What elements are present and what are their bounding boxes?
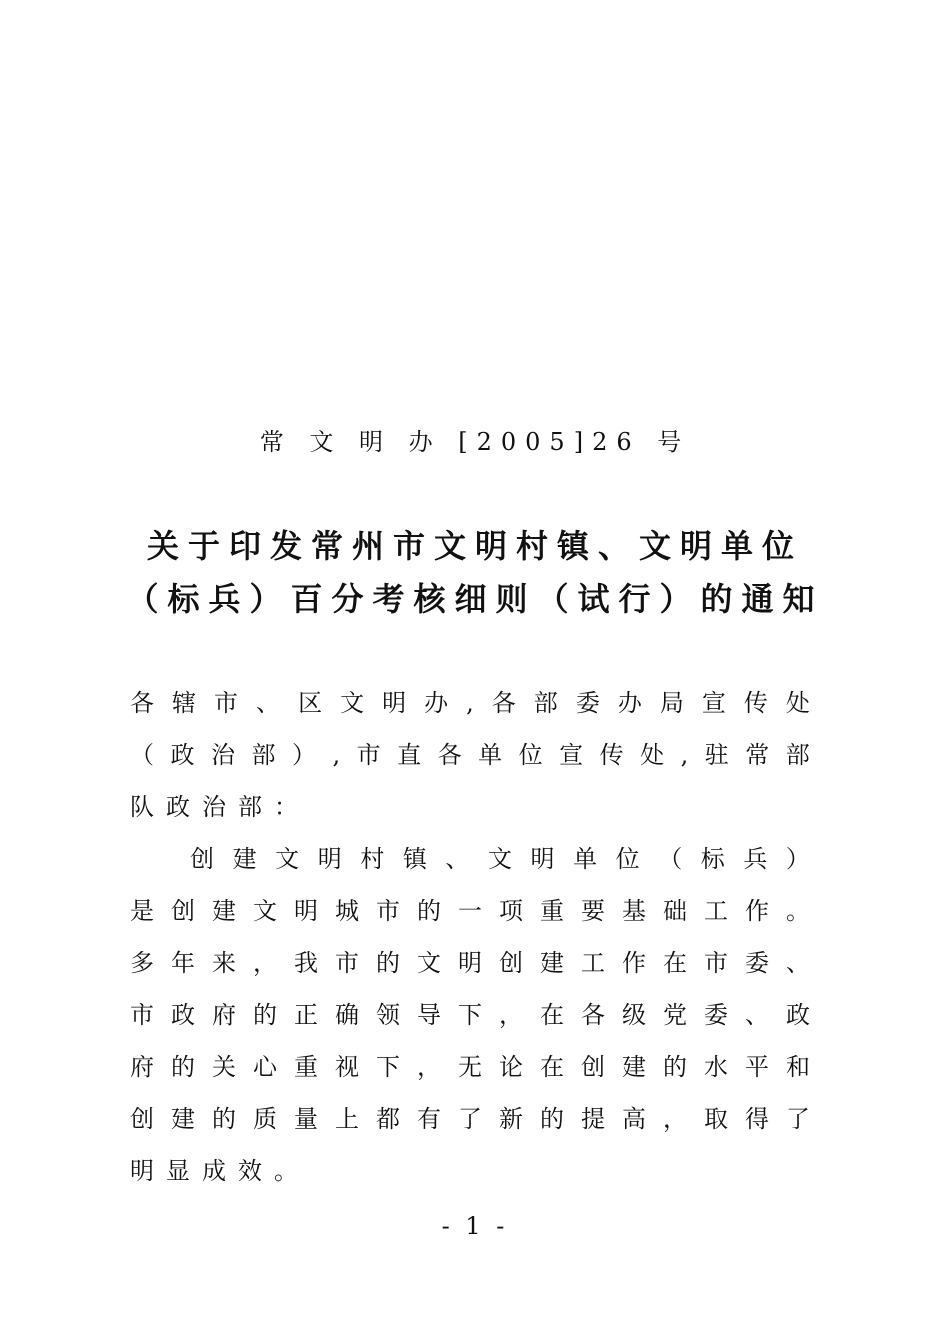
- text-char: 关: [212, 1053, 236, 1081]
- text-char: 委: [745, 949, 769, 977]
- text-char: 镇: [402, 845, 427, 873]
- text-char: 市: [214, 689, 239, 717]
- text-char: 是: [130, 897, 154, 925]
- text-char: 部: [785, 741, 810, 769]
- text-char: 文: [275, 845, 300, 873]
- text-char: 的: [376, 949, 400, 977]
- text-char: 础: [663, 897, 687, 925]
- text-char: 显: [166, 1157, 190, 1185]
- text-char: 都: [376, 1105, 400, 1133]
- text-char: 市: [130, 1001, 154, 1029]
- text-char: 级: [622, 1001, 646, 1029]
- body-line-4: [130, 995, 810, 1035]
- text-char: 量: [294, 1105, 318, 1133]
- text-char: 的: [540, 1105, 564, 1133]
- text-char: 创: [190, 845, 214, 873]
- text-char: 府: [212, 1001, 236, 1029]
- text-char: 标: [700, 845, 725, 873]
- text-char: 有: [417, 1105, 441, 1133]
- text-char: 宣: [701, 689, 726, 717]
- document-title-line-1: 关于印发常州市文明村镇、文明单位: [146, 527, 803, 565]
- text-char: 常: [745, 741, 770, 769]
- text-char: ，: [499, 1001, 523, 1029]
- document-title-line-2: （标兵）百分考核细则（试行）的通知: [126, 580, 824, 618]
- text-char: 心: [253, 1053, 277, 1081]
- text-char: 在: [540, 1053, 564, 1081]
- body-line-3: [130, 943, 810, 983]
- text-char: 队: [130, 793, 154, 821]
- text-char: 领: [376, 1001, 400, 1029]
- text-char: 、: [786, 949, 810, 977]
- text-char: ，: [417, 1053, 441, 1081]
- text-char: 了: [786, 1105, 810, 1133]
- text-char: ,: [332, 741, 341, 769]
- addressee-line-3: [130, 787, 310, 827]
- text-char: 部: [533, 689, 558, 717]
- text-char: 办: [617, 689, 642, 717]
- text-char: ,: [466, 689, 474, 717]
- text-char: 市: [335, 949, 359, 977]
- addressee-line-2: [130, 735, 810, 775]
- text-char: 无: [458, 1053, 482, 1081]
- text-char: 政: [786, 1001, 810, 1029]
- text-char: 创: [499, 949, 523, 977]
- text-char: 各: [437, 741, 462, 769]
- text-char: 新: [499, 1105, 523, 1133]
- text-char: 多: [130, 949, 154, 977]
- text-char: ,: [680, 741, 689, 769]
- text-char: 建: [622, 1053, 646, 1081]
- text-char: 要: [581, 897, 605, 925]
- text-char: 传: [599, 741, 624, 769]
- text-char: 位: [518, 741, 543, 769]
- text-char: 明: [458, 949, 482, 977]
- text-char: 正: [294, 1001, 318, 1029]
- text-char: 村: [360, 845, 385, 873]
- text-char: 委: [575, 689, 600, 717]
- text-char: 的: [212, 1105, 236, 1133]
- text-char: 质: [253, 1105, 277, 1133]
- text-char: 兵: [743, 845, 768, 873]
- text-char: 局: [659, 689, 684, 717]
- text-char: 明: [294, 897, 318, 925]
- text-char: 城: [335, 897, 359, 925]
- text-char: 论: [499, 1053, 523, 1081]
- text-char: 提: [581, 1105, 605, 1133]
- text-char: 各: [491, 689, 516, 717]
- text-char: 委: [704, 1001, 728, 1029]
- text-char: 治: [211, 741, 235, 769]
- text-char: 宣: [559, 741, 584, 769]
- text-char: 明: [317, 845, 342, 873]
- text-char: 下: [376, 1053, 400, 1081]
- text-char: 文: [253, 897, 277, 925]
- text-char: 的: [663, 1053, 687, 1081]
- text-char: 平: [745, 1053, 769, 1081]
- body-line-1: [190, 839, 810, 879]
- text-char: 重: [540, 897, 564, 925]
- text-char: 部: [251, 741, 276, 769]
- text-char: 的: [171, 1053, 195, 1081]
- text-char: 建: [171, 1105, 195, 1133]
- text-char: 市: [376, 897, 400, 925]
- page-number: - 1 -: [441, 1212, 509, 1240]
- text-char: 文: [487, 845, 512, 873]
- text-char: 文: [340, 689, 365, 717]
- text-char: 项: [499, 897, 523, 925]
- text-char: 我: [294, 949, 318, 977]
- text-char: 单: [478, 741, 503, 769]
- text-char: 建: [212, 897, 236, 925]
- text-char: 和: [786, 1053, 810, 1081]
- text-char: ：: [274, 793, 298, 821]
- text-char: 创: [130, 1105, 154, 1133]
- text-char: 。: [274, 1157, 298, 1185]
- document-number: 常 文 明 办 [2005]26 号: [259, 428, 691, 456]
- text-char: 、: [256, 689, 281, 717]
- text-char: ）: [292, 741, 316, 769]
- text-char: 在: [540, 1001, 564, 1029]
- body-line-6: [130, 1099, 810, 1139]
- text-char: ，: [253, 949, 277, 977]
- text-char: 高: [622, 1105, 646, 1133]
- text-char: 创: [171, 897, 195, 925]
- text-char: 市: [704, 949, 728, 977]
- text-char: 基: [622, 897, 646, 925]
- text-char: 区: [298, 689, 323, 717]
- text-char: 、: [445, 845, 470, 873]
- text-char: 在: [663, 949, 687, 977]
- text-char: 的: [417, 897, 441, 925]
- text-char: 建: [232, 845, 257, 873]
- text-char: 成: [202, 1157, 226, 1185]
- text-char: 明: [130, 1157, 154, 1185]
- text-char: 工: [581, 949, 605, 977]
- text-char: 文: [417, 949, 441, 977]
- text-char: 市: [356, 741, 381, 769]
- text-char: 取: [704, 1105, 728, 1133]
- text-char: 单: [573, 845, 598, 873]
- text-char: 水: [704, 1053, 728, 1081]
- text-char: 来: [212, 949, 236, 977]
- text-char: 下: [458, 1001, 482, 1029]
- text-char: 重: [294, 1053, 318, 1081]
- text-char: ）: [785, 845, 810, 873]
- text-char: 党: [663, 1001, 687, 1029]
- text-char: 直: [397, 741, 422, 769]
- text-char: 得: [745, 1105, 769, 1133]
- body-line-5: [130, 1047, 810, 1087]
- text-char: 工: [704, 897, 728, 925]
- text-char: 的: [253, 1001, 277, 1029]
- text-char: 驻: [704, 741, 729, 769]
- text-char: 。: [786, 897, 810, 925]
- text-char: 处: [640, 741, 665, 769]
- text-char: 各: [581, 1001, 605, 1029]
- text-char: 创: [581, 1053, 605, 1081]
- text-char: 确: [335, 1001, 359, 1029]
- text-char: 作: [622, 949, 646, 977]
- text-char: 政: [171, 1001, 195, 1029]
- text-char: 办: [424, 689, 449, 717]
- text-char: 明: [530, 845, 555, 873]
- body-line-2: [130, 891, 810, 931]
- addressee-line-1: [130, 683, 810, 723]
- text-char: 传: [743, 689, 768, 717]
- text-char: 各: [130, 689, 154, 717]
- text-char: 部: [238, 793, 262, 821]
- text-char: 明: [382, 689, 407, 717]
- text-char: 府: [130, 1053, 154, 1081]
- text-char: 位: [615, 845, 640, 873]
- text-char: 政: [166, 793, 190, 821]
- text-char: 一: [458, 897, 482, 925]
- text-char: （: [658, 845, 683, 873]
- body-line-7: [130, 1151, 310, 1191]
- text-char: 政: [170, 741, 195, 769]
- text-char: 上: [335, 1105, 359, 1133]
- text-char: 治: [202, 793, 226, 821]
- text-char: ，: [663, 1105, 687, 1133]
- text-char: 辖: [172, 689, 197, 717]
- text-char: 导: [417, 1001, 441, 1029]
- text-char: （: [130, 741, 154, 769]
- text-char: 、: [745, 1001, 769, 1029]
- text-char: 视: [335, 1053, 359, 1081]
- text-char: 了: [458, 1105, 482, 1133]
- text-char: 建: [540, 949, 564, 977]
- text-char: 年: [171, 949, 195, 977]
- text-char: 作: [745, 897, 769, 925]
- text-char: 效: [238, 1157, 262, 1185]
- text-char: 处: [785, 689, 810, 717]
